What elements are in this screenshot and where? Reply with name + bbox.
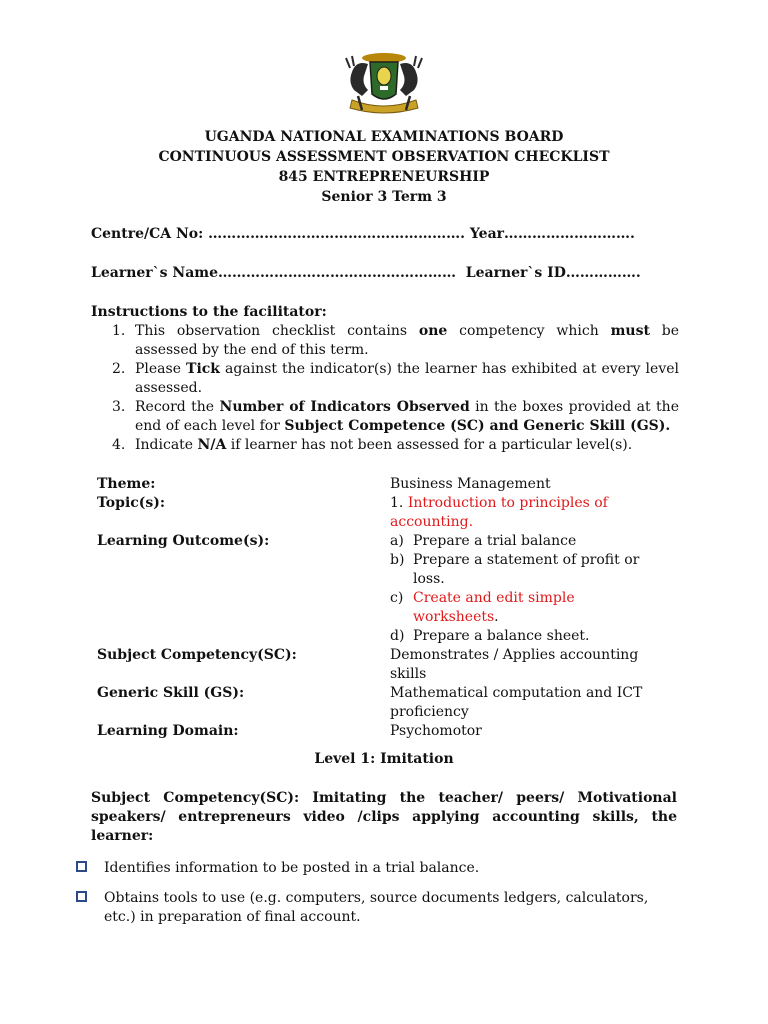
instructions-title: Instructions to the facilitator:	[91, 304, 327, 320]
indicator-item	[76, 889, 676, 927]
theme-row	[97, 475, 667, 494]
class-term: Senior 3 Term 3	[321, 189, 447, 205]
topic-label: Topic(s):	[97, 495, 166, 511]
learner-name-label: Learner`s Name	[91, 265, 219, 281]
outcome-item: c) Create and edit simple worksheets.	[390, 590, 575, 625]
learner-line	[91, 264, 691, 283]
lesson-info-table	[97, 475, 667, 741]
instruction-item: 1. This observation checklist contains one competency which must be assessed by the end of this term.	[112, 323, 679, 358]
theme-value: Business Management	[390, 476, 551, 492]
generic-skill-label: Generic Skill (GS):	[97, 685, 245, 701]
domain-row	[97, 722, 667, 741]
domain-label: Learning Domain:	[97, 723, 239, 739]
outcome-item: a) Prepare a trial balance	[390, 533, 577, 549]
competency-label: Subject Competency(SC):	[97, 647, 297, 663]
tick-checkbox[interactable]	[76, 861, 87, 872]
centre-label: Centre/CA No:	[91, 226, 204, 242]
outcome-item: d) Prepare a balance sheet.	[390, 628, 590, 644]
outcome-item: b) Prepare a statement of profit or loss.	[390, 552, 640, 587]
topic-value: 1. Introduction to principles of accounting.	[390, 495, 608, 530]
level-1-competency-text: Subject Competency(SC): Imitating the teacher/ peers/ Motivational speakers/ entrepreneurs video /clips applying accounting skills, the learner:	[91, 790, 677, 844]
indicator-text: Obtains tools to use (e.g. computers, source documents ledgers, calculators, etc.) in preparation of final account.	[104, 890, 649, 925]
domain-value: Psychomotor	[390, 723, 482, 739]
tick-checkbox[interactable]	[76, 891, 87, 902]
topic-row	[97, 494, 667, 532]
uneb-crest-logo	[344, 50, 424, 118]
learner-name-blank[interactable]: ……………………………………………	[218, 265, 457, 281]
instruction-item: 4. Indicate N/A if learner has not been assessed for a particular level(s).	[112, 437, 633, 453]
outcomes-label: Learning Outcome(s):	[97, 533, 270, 549]
centre-blank[interactable]: ……………………………………………….	[208, 226, 466, 242]
generic-skill-row	[97, 684, 667, 722]
learner-id-label: Learner`s ID	[465, 265, 566, 281]
year-blank[interactable]: ……………………….	[504, 226, 635, 242]
centre-year-line	[91, 225, 691, 244]
instruction-item: 3. Record the Number of Indicators Observed in the boxes provided at the end of each level for Subject Competence (SC) and Generic Skill (GS).	[112, 399, 679, 434]
board-name: UGANDA NATIONAL EXAMINATIONS BOARD	[204, 129, 564, 145]
level-1-heading: Level 1: Imitation	[314, 751, 454, 767]
theme-label: Theme:	[97, 476, 156, 492]
year-label: Year	[469, 226, 505, 242]
document-header	[0, 128, 768, 208]
competency-row	[97, 646, 667, 684]
subject-title: 845 ENTREPRENEURSHIP	[278, 169, 490, 185]
indicator-text: Identifies information to be posted in a trial balance.	[104, 860, 480, 876]
indicator-item	[76, 859, 676, 878]
checklist-title: CONTINUOUS ASSESSMENT OBSERVATION CHECKLIST	[158, 149, 610, 165]
instructions-list	[91, 322, 679, 455]
outcomes-list	[390, 532, 660, 646]
instruction-item: 2. Please Tick against the indicator(s) the learner has exhibited at every level assessed.	[112, 361, 679, 396]
competency-value: Demonstrates / Applies accounting skills	[390, 647, 639, 682]
learner-id-blank[interactable]: …………….	[565, 265, 641, 281]
generic-skill-value: Mathematical computation and ICT proficiency	[390, 685, 643, 720]
outcomes-row	[97, 532, 667, 646]
